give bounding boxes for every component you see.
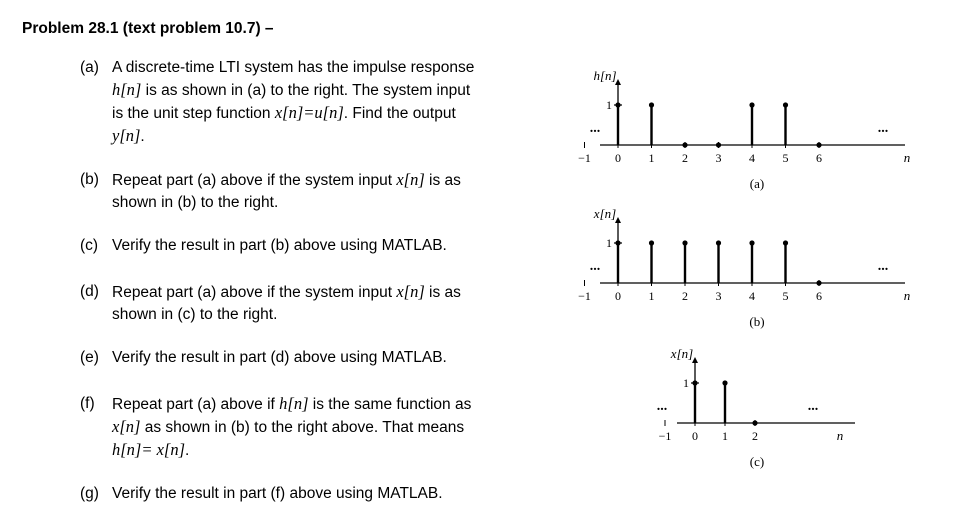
part-label: (c): [80, 237, 99, 254]
tick-label: 0: [615, 289, 621, 303]
part-label: (b): [80, 171, 99, 188]
stem-point: [749, 102, 754, 107]
problem-title: Problem 28.1 (text problem 10.7) –: [22, 20, 274, 37]
text-segment: Verify the result in part (d) above using MATLAB.: [112, 349, 447, 366]
tick-label: 0: [692, 429, 698, 443]
text-segment: Repeat part (a) above if the system input: [112, 284, 397, 301]
stem-point: [649, 240, 654, 245]
text-segment: .: [185, 442, 190, 459]
tick-label: 0: [615, 151, 621, 165]
math-expression: h[n]: [112, 80, 142, 99]
text-segment: is as: [424, 284, 461, 301]
text-segment: is the same function as: [308, 396, 472, 413]
stem-point: [816, 142, 821, 147]
math-expression: x[n]: [396, 282, 425, 301]
right-ellipsis: ...: [877, 259, 889, 274]
stem-point: [722, 380, 727, 385]
tick-label: 6: [816, 151, 822, 165]
stem-point: [615, 240, 620, 245]
text-segment: as shown in (b) to the right above. That means: [140, 419, 465, 436]
stem-point: [649, 102, 654, 107]
tick-label: 4: [749, 151, 755, 165]
math-expression: h[n]= x[n]: [112, 440, 186, 459]
right-ellipsis: ...: [807, 399, 819, 414]
math-expression: h[n]: [279, 394, 309, 413]
stem-plot-c: [657, 346, 855, 469]
unit-level-label: 1: [683, 376, 689, 390]
stem-point: [783, 102, 788, 107]
stem-point: [615, 102, 620, 107]
math-expression: x[n]=u[n]: [274, 103, 344, 122]
text-segment: Verify the result in part (b) above using MATLAB.: [112, 237, 447, 254]
text-segment: shown in (c) to the right.: [112, 306, 278, 323]
text-segment: is the unit step function: [112, 105, 275, 122]
stem-point: [749, 240, 754, 245]
part-label: (e): [80, 349, 99, 366]
part-label: (d): [80, 283, 99, 300]
left-ellipsis: ...: [589, 121, 601, 136]
text-segment: Verify the result in part (f) above using MATLAB.: [112, 485, 443, 502]
text-segment: shown in (b) to the right.: [112, 194, 279, 211]
stem-point: [716, 240, 721, 245]
stem-point: [716, 142, 721, 147]
math-expression: x[n]: [396, 170, 425, 189]
y-axis-label: h[n]: [593, 68, 617, 83]
tick-label: 1: [722, 429, 728, 443]
text-segment: . Find the output: [343, 105, 456, 122]
text-segment: Repeat part (a) above if: [112, 396, 280, 413]
figure-caption: (a): [749, 176, 765, 191]
tick-label: 2: [752, 429, 758, 443]
tick-label: 5: [782, 151, 789, 165]
tick-label: 5: [782, 289, 789, 303]
stem-point: [752, 420, 757, 425]
text-segment: is as shown in (a) to the right. The system input: [141, 82, 471, 99]
tick-label: 2: [682, 289, 688, 303]
unit-level-label: 1: [606, 98, 612, 112]
part-label: (a): [80, 59, 99, 76]
y-axis-label: x[n]: [593, 206, 617, 221]
math-expression: x[n]: [112, 417, 141, 436]
y-axis-label: x[n]: [670, 346, 694, 361]
stem-point: [682, 142, 687, 147]
part-label: (g): [80, 485, 99, 502]
n-axis-label: n: [836, 428, 844, 443]
tick-label: 1: [648, 289, 655, 303]
n-axis-label: n: [903, 288, 911, 303]
tick-label: 6: [816, 289, 822, 303]
tick-label: 4: [749, 289, 755, 303]
stem-plot-b: [578, 206, 910, 329]
stem-point: [682, 240, 687, 245]
tick-label: 3: [715, 289, 722, 303]
tick-label: −1: [658, 429, 672, 443]
left-ellipsis: ...: [656, 399, 668, 414]
part-label: (f): [80, 395, 95, 412]
stem-point: [692, 380, 697, 385]
tick-label: 2: [682, 151, 688, 165]
tick-label: 3: [715, 151, 722, 165]
n-axis-label: n: [903, 150, 911, 165]
stem-point: [816, 280, 821, 285]
left-ellipsis: ...: [589, 259, 601, 274]
text-segment: .: [140, 128, 145, 145]
text-segment: Repeat part (a) above if the system input: [112, 172, 397, 189]
tick-label: 1: [648, 151, 655, 165]
figure-caption: (b): [749, 314, 765, 329]
stem-plot-a: [578, 68, 910, 191]
math-expression: y[n]: [112, 126, 141, 145]
text-segment: is as: [424, 172, 461, 189]
tick-label: −1: [578, 289, 591, 303]
stem-point: [783, 240, 788, 245]
figure-caption: (c): [749, 454, 765, 469]
text-segment: A discrete-time LTI system has the impulse response: [112, 59, 475, 76]
tick-label: −1: [578, 151, 591, 165]
unit-level-label: 1: [606, 236, 612, 250]
right-ellipsis: ...: [877, 121, 889, 136]
